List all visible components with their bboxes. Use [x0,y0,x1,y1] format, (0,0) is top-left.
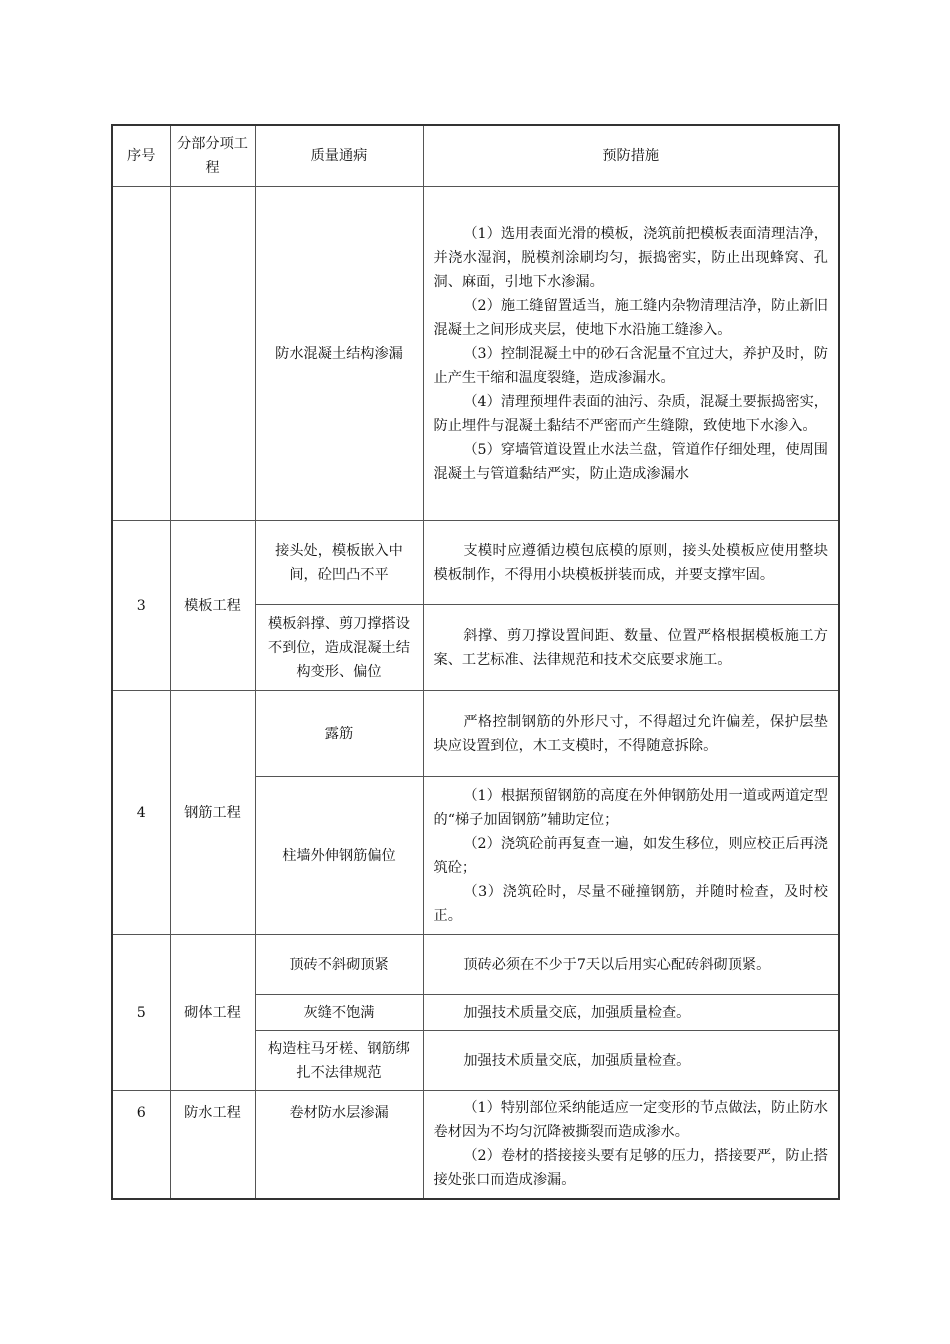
part-cell: 模板工程 [170,521,255,691]
measures-cell [423,691,839,777]
measures-cell [423,187,839,521]
measure-item: （2）卷材的搭接接头要有足够的压力，搭接要严，防止搭接处张口而造成渗漏。 [433,1148,828,1189]
issue-cell: 柱墙外伸钢筋偏位 [255,777,423,935]
measure-item: （5）穿墙管道设置止水法兰盘，管道作仔细处理，使周围混凝土与管道黏结严实，防止造成渗漏水 [433,441,828,482]
measure-item: 支模时应遵循边模包底模的原则，接头处模板应使用整块模板制作，不得用小块模板拼装而成，并要支撑牢固。 [433,542,828,583]
measures-cell [423,995,839,1031]
part-cell [170,187,255,521]
measure-item: 加强技术质量交底，加强质量检查。 [463,1052,691,1069]
measures-cell [423,935,839,995]
seq-cell [112,187,170,521]
table-row [112,1091,839,1199]
measures-cell [423,1031,839,1091]
table-row [112,691,839,777]
seq-cell: 4 [112,691,170,935]
measure-item: （2）施工缝留置适当，施工缝内杂物清理洁净，防止新旧混凝土之间形成夹层，使地下水沿施工缝渗入。 [433,297,828,338]
measure-item: 加强技术质量交底，加强质量检查。 [463,1004,691,1021]
issue-cell: 模板斜撑、剪刀撑搭设不到位，造成混凝土结构变形、偏位 [255,605,423,691]
issue-cell: 卷材防水层渗漏 [255,1091,423,1199]
issue-cell: 防水混凝土结构渗漏 [255,187,423,521]
header-issue: 质量通病 [255,125,423,187]
table-row [112,935,839,995]
measures-cell [423,521,839,605]
measures-cell [423,777,839,935]
header-seq: 序号 [112,125,170,187]
part-cell: 防水工程 [170,1091,255,1199]
measure-item: （1）根据预留钢筋的高度在外伸钢筋处用一道或两道定型的“梯子加固钢筋”辅助定位； [433,787,828,828]
measure-item: （1）特别部位采纳能适应一定变形的节点做法，防止防水卷材因为不均匀沉降被撕裂而造成渗水。 [433,1100,828,1141]
issue-cell: 接头处，模板嵌入中间，砼凹凸不平 [255,521,423,605]
measure-item: 严格控制钢筋的外形尺寸，不得超过允许偏差，保护层垫块应设置到位，木工支模时，不得随意拆除。 [433,713,828,754]
issue-cell: 露筋 [255,691,423,777]
seq-cell: 5 [112,935,170,1091]
quality-measures-table [111,124,840,1200]
measure-item: （2）浇筑砼前再复查一遍，如发生移位，则应校正后再浇筑砼； [433,835,828,876]
issue-cell: 灰缝不饱满 [255,995,423,1031]
measure-item: （3）浇筑砼时，尽量不碰撞钢筋，并随时检查，及时校正。 [433,883,828,924]
seq-cell: 3 [112,521,170,691]
measure-item: 斜撑、剪刀撑设置间距、数量、位置严格根据模板施工方案、工艺标准、法律规范和技术交底要求施工。 [433,627,828,668]
measure-item: 顶砖必须在不少于7天以后用实心配砖斜砌顶紧。 [463,956,771,973]
header-part: 分部分项工程 [170,125,255,187]
measures-cell [423,1091,839,1199]
header-measures: 预防措施 [423,125,839,187]
measure-item: （3）控制混凝土中的砂石含泥量不宜过大，养护及时，防止产生干缩和温度裂缝，造成渗漏水。 [433,345,828,386]
seq-cell: 6 [112,1091,170,1199]
part-cell: 钢筋工程 [170,691,255,935]
part-cell: 砌体工程 [170,935,255,1091]
table-row [112,521,839,605]
measures-cell [423,605,839,691]
issue-cell: 顶砖不斜砌顶紧 [255,935,423,995]
header-row [112,125,839,187]
issue-cell: 构造柱马牙槎、钢筋绑扎不法律规范 [255,1031,423,1091]
table-row [112,187,839,521]
measure-item: （1）选用表面光滑的模板，浇筑前把模板表面清理洁净，并浇水湿润，脱模剂涂刷均匀，振捣密实，防止出现蜂窝、孔洞、麻面，引地下水渗漏。 [433,225,828,290]
measure-item: （4）清理预埋件表面的油污、杂质，混凝土要振捣密实，防止埋件与混凝土黏结不严密而产生缝隙，致使地下水渗入。 [433,393,828,434]
